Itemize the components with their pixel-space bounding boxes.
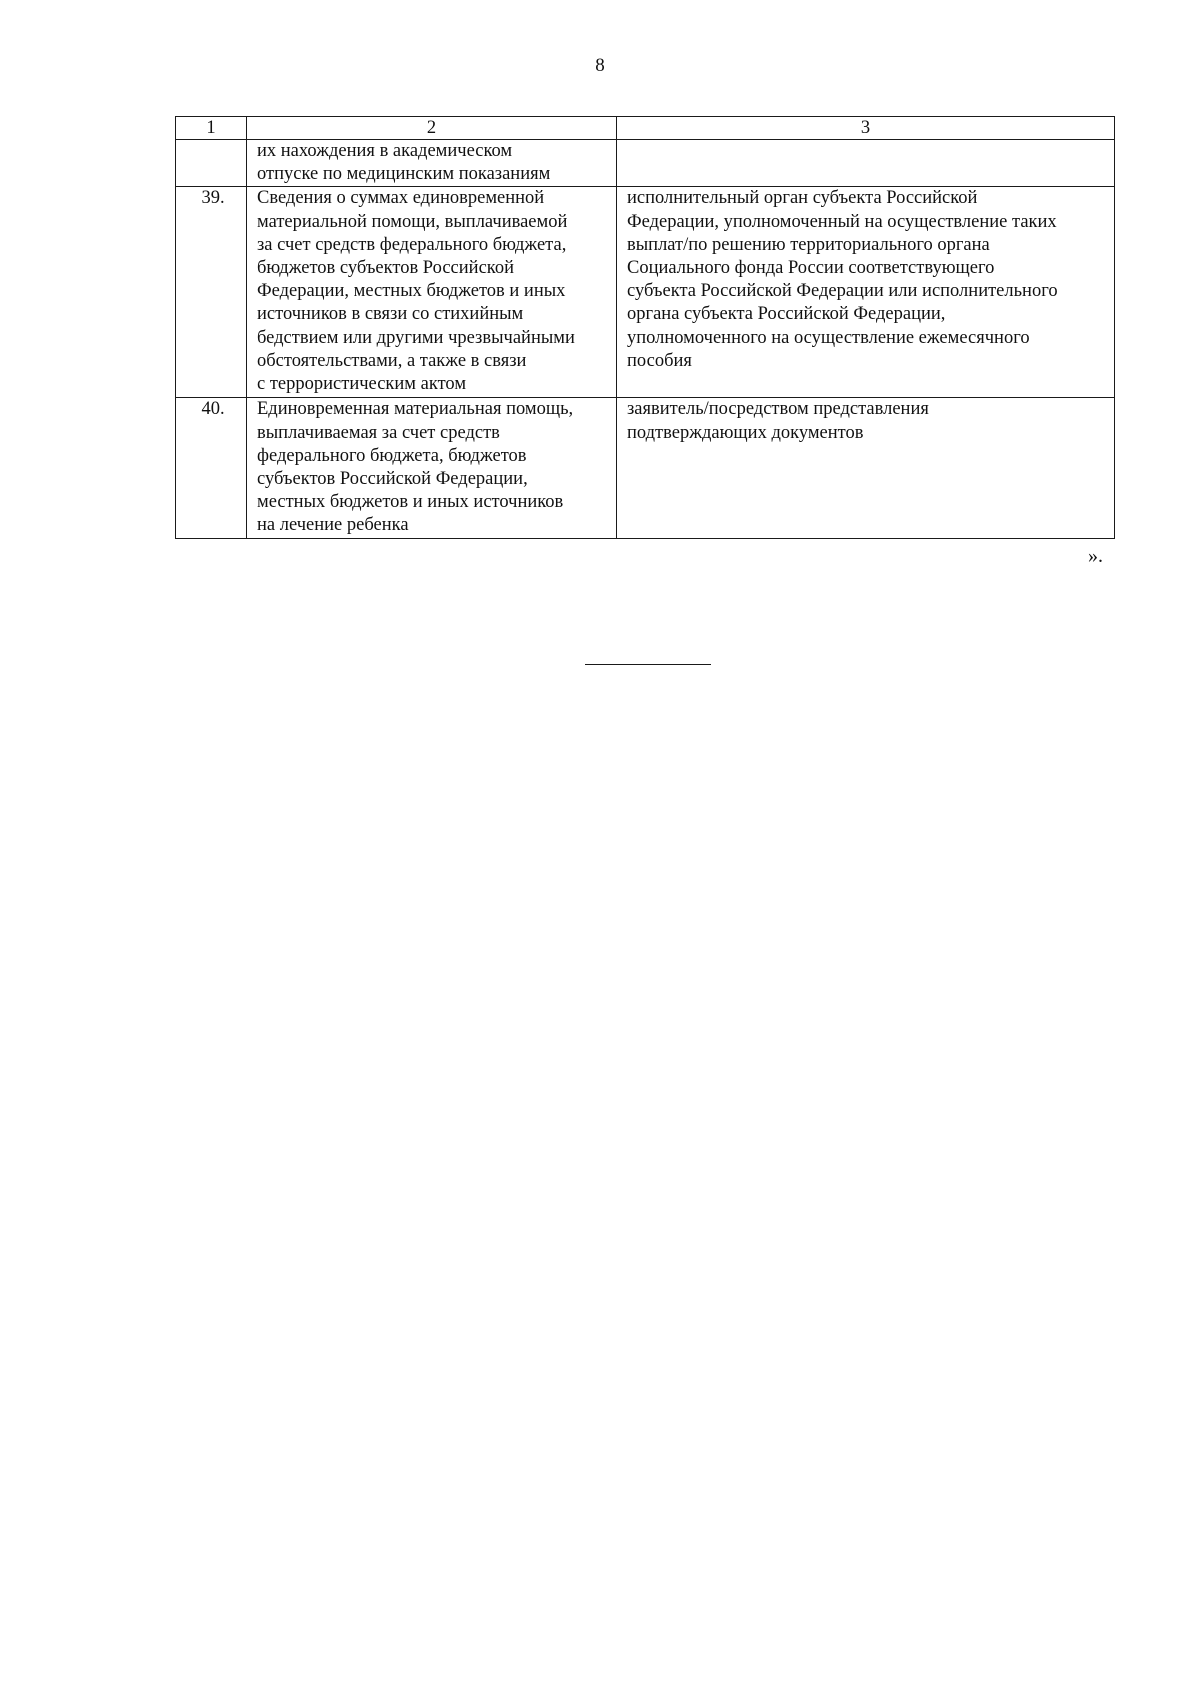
column-header-3: 3	[617, 117, 1115, 140]
table-row	[176, 398, 1115, 539]
row-number: 40.	[176, 398, 247, 539]
end-of-document-rule	[585, 664, 711, 665]
row-description	[247, 140, 617, 187]
row-source	[617, 398, 1115, 539]
page-number: 8	[595, 55, 605, 76]
row-source	[617, 187, 1115, 398]
table-row	[176, 187, 1115, 398]
row-description	[247, 398, 617, 539]
row-number: 39.	[176, 187, 247, 398]
document-table	[175, 116, 1115, 539]
column-header-2: 2	[247, 117, 617, 140]
row-number	[176, 140, 247, 187]
description-text: Сведения о суммах единовременной материальной помощи, выплачиваемой за счет средств федерального бюджета, бюджетов субъектов Российской Федерации, местных бюджетов и иных источников в связи со стихийным бедствием или другими чрезвычайными обстоятельствами, а также в связи с террористическим актом	[257, 188, 575, 395]
table-header-row	[176, 117, 1115, 140]
source-text: заявитель/посредством представления подтверждающих документов	[627, 399, 929, 443]
row-source	[617, 140, 1115, 187]
source-text: исполнительный орган субъекта Российской Федерации, уполномоченный на осуществление таких выплат/по решению территориального органа Социального фонда России соответствующего субъекта Российской Федерации или исполнительного органа субъекта Российской Федерации, уполномоченного на осуществление ежемесячного пособия	[627, 188, 1058, 371]
row-description	[247, 187, 617, 398]
table-row	[176, 140, 1115, 187]
closing-quote: ».	[1088, 545, 1103, 567]
description-text: Единовременная материальная помощь, выплачиваемая за счет средств федерального бюджета, бюджетов субъектов Российской Федерации, местных бюджетов и иных источников на лечение ребенка	[257, 399, 574, 536]
column-header-1: 1	[176, 117, 247, 140]
description-text: их нахождения в академическом отпуске по медицинским показаниям	[257, 141, 551, 185]
